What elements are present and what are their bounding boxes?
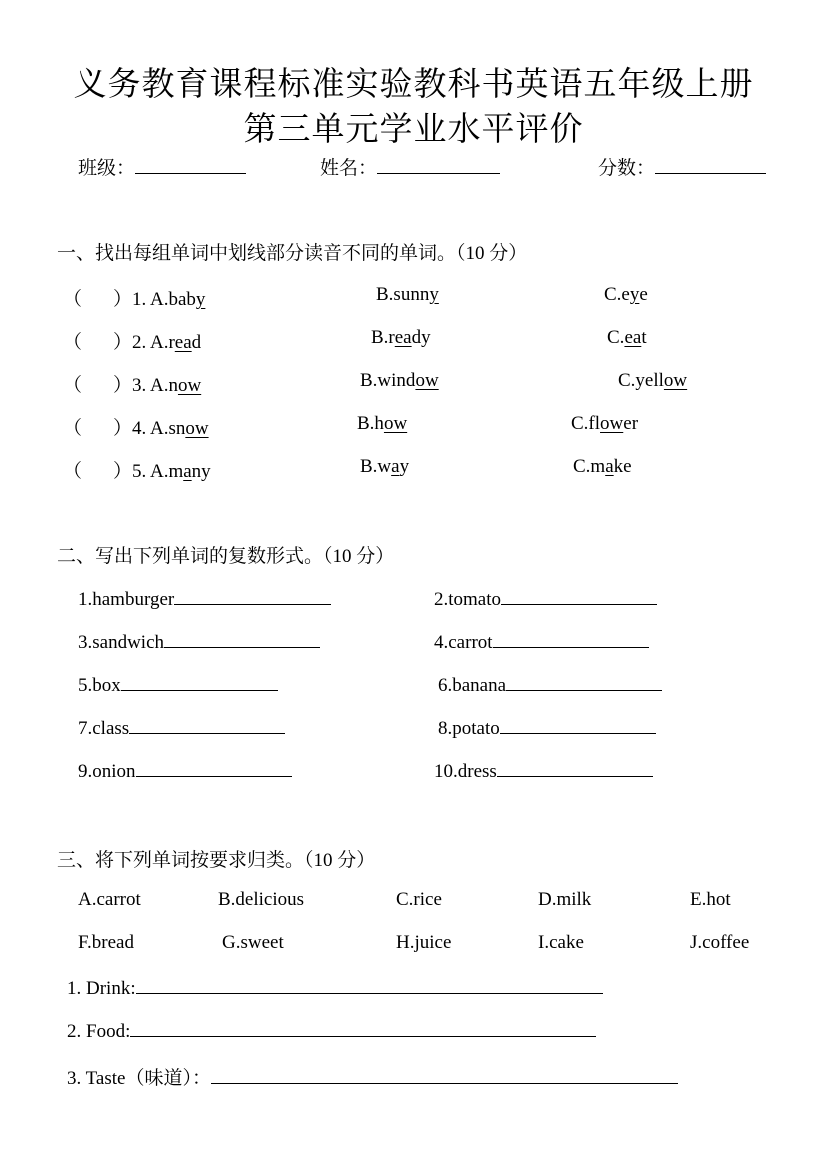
question-4-answer[interactable]: （ (63, 418, 83, 439)
word-option-d: D.milk (538, 889, 592, 910)
plural-item-10: 10.dress (434, 759, 653, 783)
section2-heading: 二、写出下列单词的复数形式。（10 分） (57, 546, 395, 567)
category-food: 2. Food: (67, 1019, 596, 1043)
question-2-answer[interactable]: （ (63, 332, 83, 353)
plural-blank-4[interactable] (493, 630, 649, 648)
question-1-answer[interactable]: （ (63, 289, 83, 310)
plural-item-2: 2.tomato (434, 587, 657, 611)
word-option-b: B.delicious (218, 889, 305, 910)
word-option-j: J.coffee (690, 932, 750, 953)
question-3-option-c: C.yellow (618, 370, 688, 391)
word-option-a: A.carrot (78, 889, 141, 910)
page-subtitle: 第三单元学业水平评价 (243, 112, 584, 148)
plural-item-9: 9.onion (78, 759, 292, 783)
plural-blank-2[interactable] (501, 587, 657, 605)
question-4-option-b: B.how (357, 413, 408, 434)
question-2-option-c: C.eat (607, 327, 647, 348)
plural-item-3: 3.sandwich (78, 630, 320, 654)
score-label: 分数： (598, 158, 656, 179)
question-4-stem: ）4. A.snow (113, 418, 209, 439)
drink-blank[interactable] (136, 976, 603, 994)
question-3-option-b: B.window (360, 370, 439, 391)
section1-heading: 一、找出每组单词中划线部分读音不同的单词。（10 分） (57, 243, 528, 264)
plural-blank-10[interactable] (497, 759, 653, 777)
plural-blank-8[interactable] (500, 716, 656, 734)
plural-blank-5[interactable] (121, 673, 278, 691)
class-field (78, 153, 246, 180)
word-option-f: F.bread (78, 932, 134, 953)
plural-item-1: 1.hamburger (78, 587, 331, 611)
page-title: 义务教育课程标准实验教科书英语五年级上册 (73, 67, 754, 103)
question-5-answer[interactable]: （ (63, 461, 83, 482)
plural-blank-9[interactable] (136, 759, 292, 777)
word-option-g: G.sweet (222, 932, 284, 953)
question-1-option-c: C.eye (604, 284, 648, 305)
word-option-h: H.juice (396, 932, 452, 953)
score-blank[interactable] (655, 156, 766, 174)
class-blank[interactable] (135, 156, 246, 174)
plural-blank-6[interactable] (506, 673, 662, 691)
plural-item-8: 8.potato (438, 716, 656, 740)
section3-heading: 三、将下列单词按要求归类。（10 分） (57, 850, 376, 871)
question-3-stem: ）3. A.now (113, 375, 202, 396)
name-field (320, 153, 500, 180)
question-5-stem: ）5. A.many (113, 461, 211, 482)
plural-blank-7[interactable] (129, 716, 285, 734)
question-5-option-c: C.make (573, 456, 632, 477)
question-2-option-b: B.ready (371, 327, 431, 348)
question-1-stem: ）1. A.baby (113, 289, 206, 310)
word-option-e: E.hot (690, 889, 731, 910)
plural-item-4: 4.carrot (434, 630, 649, 654)
name-blank[interactable] (377, 156, 500, 174)
category-taste: 3. Taste（味道）： (67, 1063, 678, 1090)
plural-item-6: 6.banana (438, 673, 662, 697)
question-4-option-c: C.flower (571, 413, 639, 434)
category-drink: 1. Drink: (67, 976, 603, 1000)
question-3-answer[interactable]: （ (63, 375, 83, 396)
plural-item-7: 7.class (78, 716, 285, 740)
plural-blank-1[interactable] (174, 587, 331, 605)
plural-blank-3[interactable] (164, 630, 320, 648)
word-option-i: I.cake (538, 932, 584, 953)
plural-item-5: 5.box (78, 673, 278, 697)
score-field (598, 153, 766, 180)
question-2-stem: ）2. A.read (113, 332, 202, 353)
taste-blank[interactable] (211, 1066, 678, 1084)
class-label: 班级： (78, 158, 136, 179)
name-label: 姓名： (320, 158, 378, 179)
word-option-c: C.rice (396, 889, 442, 910)
food-blank[interactable] (130, 1019, 596, 1037)
question-5-option-b: B.way (360, 456, 410, 477)
question-1-option-b: B.sunny (376, 284, 439, 305)
